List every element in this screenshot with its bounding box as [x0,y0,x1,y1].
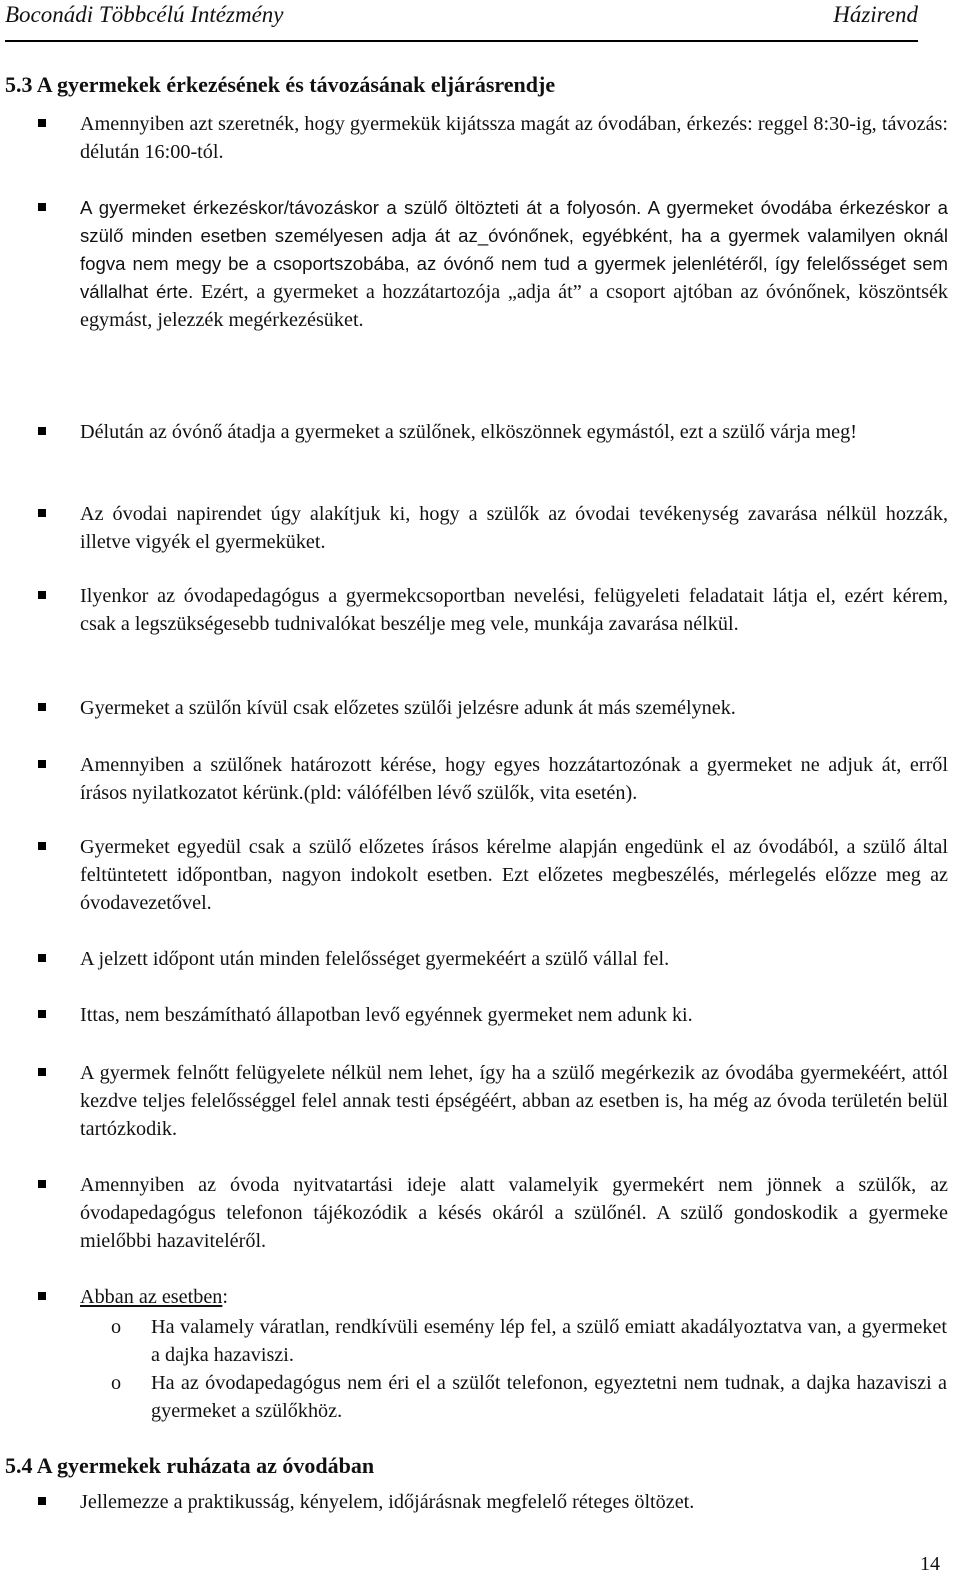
bullet-icon [38,427,46,435]
section-heading-5-3: 5.3 A gyermekek érkezésének és távozásának eljárásrendje [5,72,556,97]
bullet-icon [38,703,46,711]
sub-list-item-text: Ha az óvodapedagógus nem éri el a szülőt telefonon, egyeztetni nem tudnak, a dajka hazaviszi a gyermeket a szülőkhöz. [151,1372,947,1422]
circle-bullet-icon: o [111,1316,122,1338]
sub-list-item-text: Ha valamely váratlan, rendkívüli esemény lép fel, a szülő emiatt akadályoztatva van, a gyermeket a dajka hazaviszi. [151,1316,947,1366]
list-item-text: Jellemezze a praktikusság, kényelem, időjárásnak megfelelő réteges öltözet. [80,1491,695,1513]
section-heading-5-4: 5.4 A gyermekek ruházata az óvodában [5,1453,375,1478]
bullet-icon [38,1180,46,1188]
bullet-icon [38,760,46,768]
bullet-icon [38,119,46,127]
bullet-icon [38,203,46,211]
header-doc-title: Házirend [833,2,918,27]
list-item-label: Abban az esetben [80,1286,223,1308]
list-item-text: Ittas, nem beszámítható állapotban levő egyénnek gyermeket nem adunk ki. [80,1004,693,1026]
list-item-label-suffix: : [222,1286,228,1308]
list-item-text: Ilyenkor az óvodapedagógus a gyermekcsoportban nevelési, felügyeleti feladatait látja el, ezért kérem, csak a legszükségesebb tudnivalókat beszélje meg vele, munkája zavarása nélkül. [80,585,948,635]
bullet-icon [38,842,46,850]
list-item-text [80,194,948,334]
bullet-icon [38,1292,46,1300]
list-item-text: Amennyiben az óvoda nyitvatartási ideje alatt valamelyik gyermekért nem jönnek a szülők, az óvodapedagógus telefonon tájékozódik a késés okáról a szülőnél. A szülő gondoskodik a gyermeke mielőbbi hazaviteléről. [80,1174,948,1252]
circle-bullet-icon: o [111,1372,122,1394]
list-item-text: Az óvodai napirendet úgy alakítjuk ki, hogy a szülők az óvodai tevékenység zavarása nélkül hozzák, illetve vigyék el gyermeküket. [80,503,948,553]
page-header [5,0,918,42]
list-item-text: A gyermek felnőtt felügyelete nélkül nem lehet, így ha a szülő megérkezik az óvodába gyermekéért, attól kezdve teljes felelősséggel felel annak testi épségéért, abban az esetben is, ha még az óvoda területén belül tartózkodik. [80,1062,948,1140]
list-item-text: Gyermeket egyedül csak a szülő előzetes írásos kérelme alapján engedünk el az óvodából, a szülő által feltüntetett időpontban, nagyon indokolt esetben. Ezt előzetes megbeszélés, mérlegelés előzze meg az óvodavezetővel. [80,836,948,914]
list-item-text-sans: A gyermeket érkezéskor/távozáskor a szülő öltözteti át a folyosón. A gyermeket óvodába érkezéskor a szülő minden esetben személyesen adja át az_óvónőnek, egyébként, ha a gyermek valamilyen oknál fogva nem megy be a csoportszobába, az óvónő nem tud a gyermek jelenlétéről, így felelősséget sem vállalhat érte. [80,197,948,302]
list-item-text: A jelzett időpont után minden felelősséget gyermekéért a szülő vállal fel. [80,948,670,970]
page-number: 14 [920,1553,940,1575]
list-item-text [80,1283,948,1311]
bullet-icon [38,1068,46,1076]
list-item-text-serif: Ezért, a gyermeket a hozzátartozója „adja át” a csoport ajtóban az óvónőnek, köszöntsék egymást, jelezzék megérkezésüket. [80,281,948,331]
bullet-icon [38,954,46,962]
list-item-text: Gyermeket a szülőn kívül csak előzetes szülői jelzésre adunk át más személynek. [80,697,736,719]
bullet-icon [38,1497,46,1505]
bullet-icon [38,509,46,517]
list-item-text: Amennyiben azt szeretnék, hogy gyermekük kijátssza magát az óvodában, érkezés: reggel 8:30-ig, távozás: délután 16:00-tól. [80,113,948,163]
header-institution: Boconádi Többcélú Intézmény [5,2,284,27]
list-item-text: Amennyiben a szülőnek határozott kérése, hogy egyes hozzátartozónak a gyermeket ne adjuk át, erről írásos nyilatkozatot kérünk.(pld: válófélben lévő szülők, vita esetén). [80,754,948,804]
bullet-icon [38,1010,46,1018]
list-item-text: Délután az óvónő átadja a gyermeket a szülőnek, elköszönnek egymástól, ezt a szülő várja meg! [80,421,857,443]
bullet-icon [38,591,46,599]
